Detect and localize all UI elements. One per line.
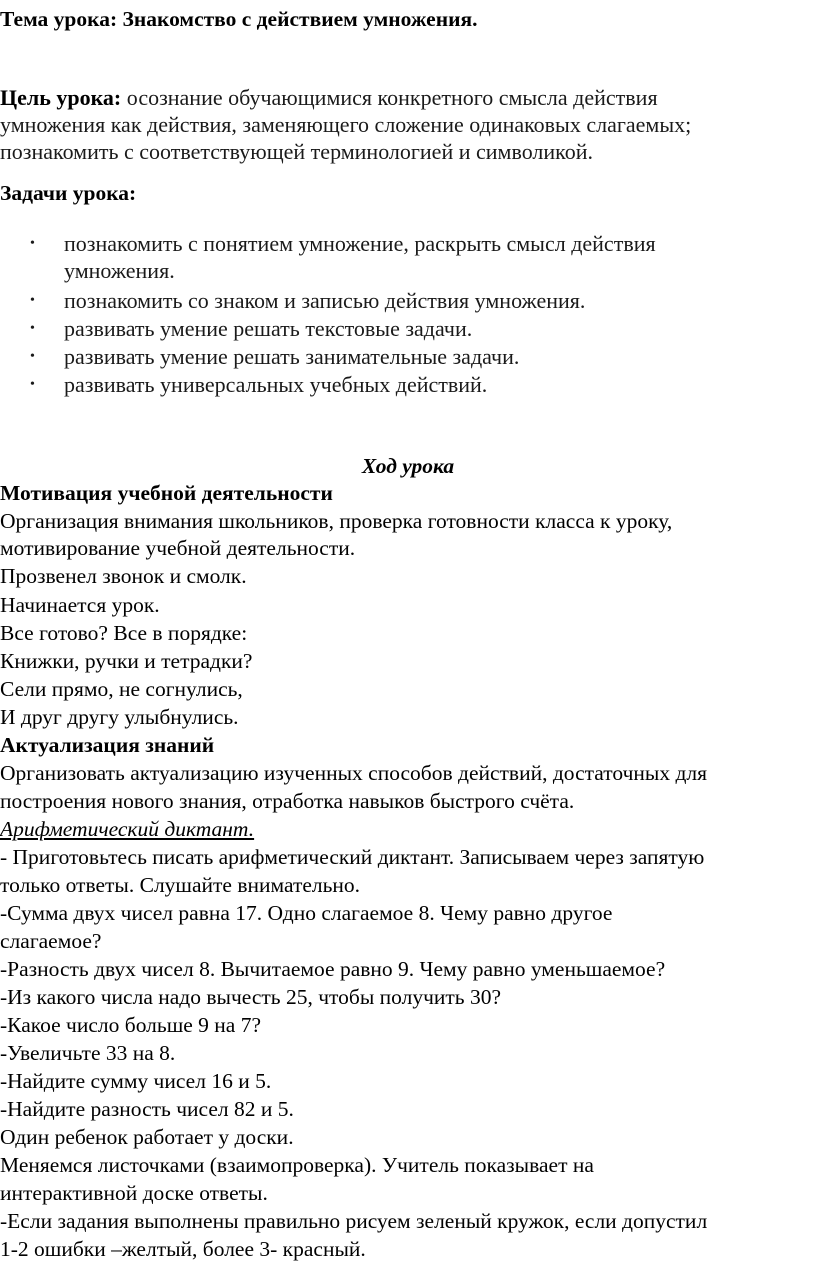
progress-title: Ход урока (361, 454, 455, 478)
dictation-line: -Сумма двух чисел равна 17. Одно слагаемое 8. Чему равно другое (0, 901, 613, 925)
dictation-line: -Какое число больше 9 на 7? (0, 1013, 262, 1037)
actualization-heading: Актуализация знаний (0, 733, 215, 757)
bullet-icon: • (30, 293, 35, 308)
bullet-icon: • (30, 377, 35, 392)
dictation-line: -Найдите сумму чисел 16 и 5. (0, 1069, 272, 1093)
dictation-line: -Найдите разность чисел 82 и 5. (0, 1097, 294, 1121)
dictation-line: 1-2 ошибки –желтый, более 3- красный. (0, 1237, 366, 1261)
dictation-line: интерактивной доске ответы. (0, 1181, 268, 1205)
goal-line-1 (0, 84, 658, 111)
poem-line: Все готово? Все в порядке: (0, 621, 248, 645)
dictation-line: Меняемся листочками (взаимопроверка). Учитель показывает на (0, 1153, 594, 1177)
bullet-icon: • (30, 321, 35, 336)
dictation-line: только ответы. Слушайте внимательно. (0, 873, 361, 897)
dictation-line: Один ребенок работает у доски. (0, 1125, 294, 1149)
poem-line: И друг другу улыбнулись. (0, 705, 239, 729)
actualization-line: построения нового знания, отработка навыков быстрого счёта. (0, 789, 575, 813)
task-text: развивать умение решать занимательные задачи. (64, 344, 520, 369)
tasks-heading: Задачи урока: (0, 181, 137, 205)
motivation-line: мотивирование учебной деятельности. (0, 536, 356, 560)
motivation-line: Организация внимания школьников, проверка готовности класса к уроку, (0, 509, 673, 533)
lesson-topic (0, 6, 478, 33)
bullet-icon: • (30, 349, 35, 364)
task-text: развивать умение решать текстовые задачи. (64, 316, 473, 341)
goal-label: Цель урока: (0, 85, 122, 110)
dictation-line: -Если задания выполнены правильно рисуем зеленый кружок, если допустил (0, 1209, 708, 1233)
actualization-line: Организовать актуализацию изученных способов действий, достаточных для (0, 761, 708, 785)
dictation-line: -Увеличьте 33 на 8. (0, 1041, 176, 1065)
poem-line: Книжки, ручки и тетрадки? (0, 649, 253, 673)
task-text: познакомить с понятием умножение, раскрыть смысл действия (64, 231, 656, 256)
task-text: умножения. (64, 258, 175, 283)
topic-label: Тема урока: (0, 7, 118, 31)
dictation-title: Арифметический диктант. (0, 817, 255, 841)
topic-value: Знакомство с действием умножения. (117, 7, 478, 31)
goal-text-1: осознание обучающимися конкретного смысла действия (121, 85, 658, 110)
goal-line-2: умножения как действия, заменяющего сложение одинаковых слагаемых; (0, 112, 692, 137)
dictation-line: -Разность двух чисел 8. Вычитаемое равно 9. Чему равно уменьшаемое? (0, 957, 666, 981)
poem-line: Сели прямо, не согнулись, (0, 677, 243, 701)
dictation-line: -Из какого числа надо вычесть 25, чтобы получить 30? (0, 985, 502, 1009)
dictation-line: - Приготовьтесь писать арифметический диктант. Записываем через запятую (0, 845, 705, 869)
poem-line: Прозвенел звонок и смолк. (0, 564, 247, 588)
goal-line-3: познакомить с соответствующей терминологией и символикой. (0, 139, 594, 164)
task-text: развивать универсальных учебных действий. (64, 372, 488, 397)
bullet-icon: • (30, 236, 35, 251)
dictation-line: слагаемое? (0, 929, 102, 953)
poem-line: Начинается урок. (0, 593, 160, 617)
task-text: познакомить со знаком и записью действия умножения. (64, 288, 586, 313)
motivation-heading: Мотивация учебной деятельности (0, 481, 333, 505)
